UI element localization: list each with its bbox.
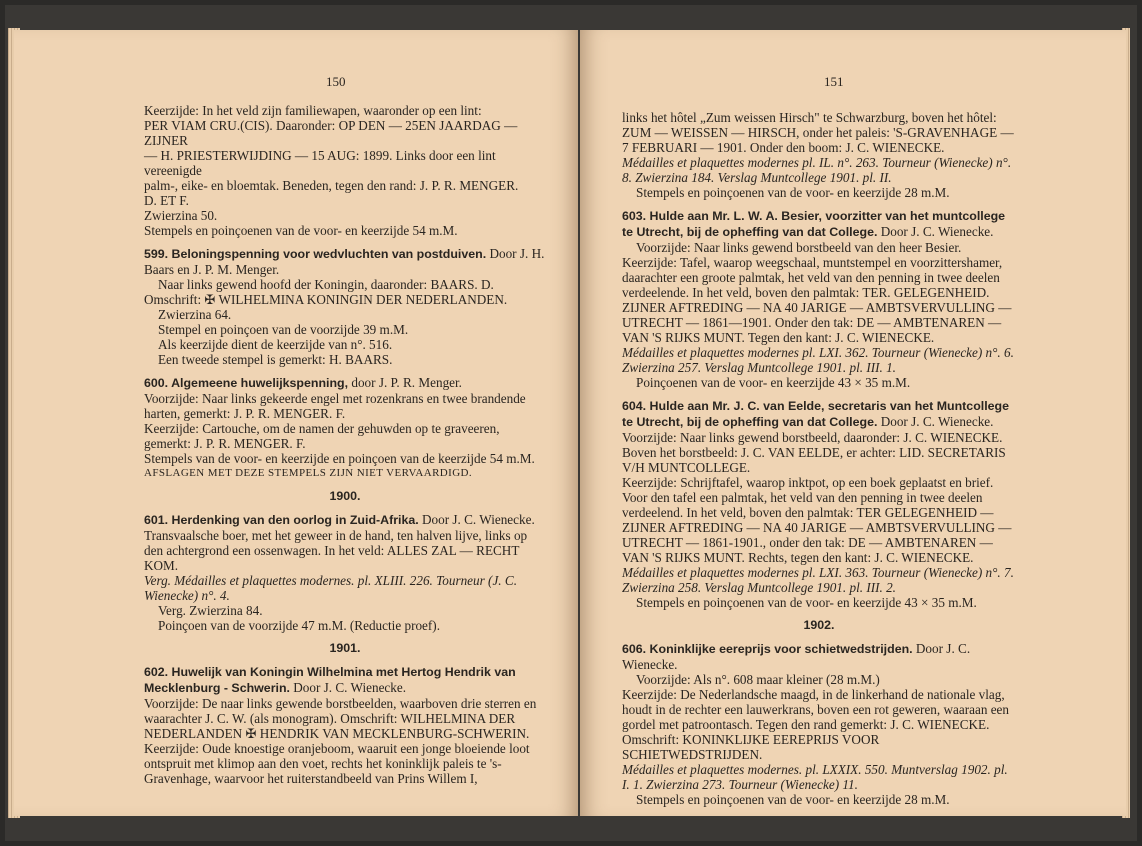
text-line: Als keerzijde dient de keerzijde van n°. 516. xyxy=(158,337,393,352)
text-line: Verg. Zwierzina 84. xyxy=(158,603,263,618)
text-line: Voorzijde: De naar links gewende borstbeelden, waarboven drie sterren en waarachter J. C. W. (als monogram). Omschrift: WILHELMINA DER NEDERLANDEN ✠ HENDRIK VAN MECKLENBURG-SCHWERIN. xyxy=(144,696,537,741)
entry-heading: 604. Hulde aan Mr. J. C. van Eelde, secretaris van het Muntcollege te Utrecht, bij de opheffing van dat College. xyxy=(622,399,1010,429)
text-line: Voorzijde: Naar links gekeerde engel met rozenkrans en twee brandende harten, gemerkt: J. P. R. MENGER. F. xyxy=(144,391,526,421)
text-line: PER VIAM CRU.(CIS). Daaronder: OP DEN — 25EN JAARDAG — ZIJNER xyxy=(144,118,518,148)
entry-599 xyxy=(144,246,546,277)
entry-heading: 606. Koninklijke eereprijs voor schietwedstrijden. xyxy=(622,642,913,656)
text-line: Médailles et plaquettes modernes pl. LXI. 362. Tourneur (Wienecke) n°. 6. Zwierzina 257. Verslag Muntcollege 1901. pl. III. 1. xyxy=(622,345,1014,375)
page-number: 150 xyxy=(326,74,346,89)
left-page-body xyxy=(144,103,546,786)
text-line: Stempel en poinçoen van de voorzijde 39 m.M. xyxy=(158,322,409,337)
text-line: — H. PRIESTERWIJDING — 15 AUG: 1899. Links door een lint vereenigde xyxy=(144,148,496,178)
entry-author: Door J. C. Wienecke. xyxy=(877,224,994,239)
text-line: links het hôtel „Zum weissen Hirsch" te Schwarzburg, boven het hôtel: ZUM — WEISSEN — HIRSCH, onder het paleis: 'S-GRAVENHAGE — 7 FEBRUARI — 1901. Onder den boom: J. C. WIENECKE. xyxy=(622,110,1014,155)
year-heading: 1901. xyxy=(329,641,361,655)
right-page-body xyxy=(622,110,1016,807)
text-line: Stempels en poinçoenen van de voor- en keerzijde 28 m.M. xyxy=(636,185,950,200)
entry-author: Door J. C. Wienecke. xyxy=(877,414,994,429)
entry-604 xyxy=(622,398,1016,430)
text-line: Keerzijde: In het veld zijn familiewapen, waaronder op een lint: xyxy=(144,103,482,118)
entry-heading: 600. Algemeene huwelijkspenning, xyxy=(144,376,349,390)
entry-601 xyxy=(144,512,546,528)
text-line: Omschrift: ✠ WILHELMINA KONINGIN DER NEDERLANDEN. xyxy=(144,292,508,307)
year-heading: 1900. xyxy=(329,489,361,503)
text-line: Médailles et plaquettes modernes pl. IL. n°. 263. Tourneur (Wienecke) n°. 8. Zwierzina 184. Verslag Muntcollege 1901. pl. II. xyxy=(622,155,1012,185)
entry-author: Door J. H. Baars en J. P. M. Menger. xyxy=(144,246,545,277)
text-line: Keerzijde: Oude knoestige oranjeboom, waaruit een jonge bloeiende loot ontspruit met klimop aan den voet, rechts het koninklijk paleis te 's-Gravenhage, waarvoor het ruiterstandbeeld van Prins Willem I, xyxy=(144,741,530,786)
entry-heading: 602. Huwelijk van Koningin Wilhelmina met Hertog Hendrik van Mecklenburg - Schwerin. xyxy=(144,665,516,695)
text-line: Poinçoenen van de voor- en keerzijde 43 × 35 m.M. xyxy=(636,375,911,390)
text-line: Médailles et plaquettes modernes. pl. LXXIX. 550. Muntverslag 1902. pl. I. 1. Zwierzina 273. Tourneur (Wienecke) 11. xyxy=(622,762,1008,792)
entry-602 xyxy=(144,664,546,696)
entry-author: door J. P. R. Menger. xyxy=(348,375,462,390)
text-line: Keerzijde: De Nederlandsche maagd, in de linkerhand de nationale vlag, houdt in de rechter een lauwerkrans, boven een rot geweren, waaraan een gordel met patroontasch. Tegen den rand gemerkt: J. C. WIENECKE. Omschrift: KONINKLIJKE EEREPRIJS VOOR SCHIETWEDSTRIJDEN. xyxy=(622,687,1010,762)
text-line: AFSLAGEN MET DEZE STEMPELS ZIJN NIET VERVAARDIGD. xyxy=(144,467,473,479)
entry-author: Door J. C. Wienecke. xyxy=(622,641,971,672)
entry-author: Door J. C. Wienecke. xyxy=(418,512,535,527)
left-page xyxy=(14,30,578,816)
text-line: Keerzijde: Cartouche, om de namen der gehuwden op te graveeren, gemerkt: J. P. R. MENGER. F. xyxy=(144,421,500,451)
entry-author: Door J. C. Wienecke. xyxy=(289,680,407,695)
text-line: Voorzijde: Als n°. 608 maar kleiner (28 m.M.) xyxy=(636,672,880,687)
text-line: Poinçoen van de voorzijde 47 m.M. (Reductie proef). xyxy=(158,618,440,633)
entry-603 xyxy=(622,208,1016,240)
text-line: Stempels van de voor- en keerzijde en poinçoen van de keerzijde 54 m.M. xyxy=(144,451,535,466)
text-line: Stempels en poinçoenen van de voor- en keerzijde 54 m.M. xyxy=(144,223,458,238)
text-line: palm-, eike- en bloemtak. Beneden, tegen den rand: J. P. R. MENGER. xyxy=(144,178,519,193)
text-line: Stempels en poinçoenen van de voor- en keerzijde 43 × 35 m.M. xyxy=(636,595,977,610)
entry-600 xyxy=(144,375,546,391)
text-line: Keerzijde: Schrijftafel, waarop inktpot, op een boek geplaatst en brief. Voor den tafel een palmtak, het veld van den penning in twee deelen verdeelend. In het veld, boven den palmtak: TER GELEGENHEID — ZIJNER AFTREDING — NA 40 JARIGE — AMBTSVERVULLING — UTRECHT — 1861-1901., onder den tak: DE — AMBTENAREN — VAN 'S RIJKS MUNT. Rechts, tegen den kant: J. C. WIENECKE. xyxy=(622,475,1012,565)
text-line: Transvaalsche boer, met het geweer in de hand, ten halven lijve, links op den achtergrond een ossenwagen. In het veld: ALLES ZAL — RECHT KOM. xyxy=(144,528,528,573)
text-line: Naar links gewend hoofd der Koningin, daaronder: BAARS. D. xyxy=(158,277,494,292)
text-line: Médailles et plaquettes modernes pl. LXI. 363. Tourneur (Wienecke) n°. 7. Zwierzina 258. Verslag Muntcollege 1901. pl. III. 2. xyxy=(622,565,1014,595)
right-page xyxy=(580,30,1126,816)
entry-606 xyxy=(622,641,1016,672)
text-line: Zwierzina 50. xyxy=(144,208,218,223)
text-line: Keerzijde: Tafel, waarop weegschaal, muntstempel en voorzittershamer, daarachter een groote palmtak, het veld van den penning in twee deelen verdeelende. In het veld, boven den palmtak: TER. GELEGENHEID. ZIJNER AFTREDING — NA 40 JARIGE — AMBTSVERVULLING — UTRECHT — 1861—1901. Onder den tak: DE — AMBTENAREN — VAN 'S RIJKS MUNT. Tegen den kant: J. C. WIENECKE. xyxy=(622,255,1012,345)
text-line: Stempels en poinçoenen van de voor- en keerzijde 28 m.M. xyxy=(636,792,950,807)
entry-heading: 599. Beloningspenning voor wedvluchten van postduiven. xyxy=(144,247,487,261)
text-line: Een tweede stempel is gemerkt: H. BAARS. xyxy=(158,352,393,367)
entry-heading: 603. Hulde aan Mr. L. W. A. Besier, voorzitter van het muntcollege te Utrecht, bij de opheffing van dat College. xyxy=(622,209,1006,239)
page-number: 151 xyxy=(824,74,844,89)
text-line: D. ET F. xyxy=(144,193,189,208)
entry-heading: 601. Herdenking van den oorlog in Zuid-Afrika. xyxy=(144,513,419,527)
text-line: Voorzijde: Naar links gewend borstbeeld, daaronder: J. C. WIENECKE. Boven het borstbeeld: J. C. VAN EELDE, er achter: LID. SECRETARIS V/H MUNTCOLLEGE. xyxy=(622,430,1006,475)
text-line: Voorzijde: Naar links gewend borstbeeld van den heer Besier. xyxy=(636,240,962,255)
year-heading: 1902. xyxy=(803,618,835,632)
text-line: Verg. Médailles et plaquettes modernes. pl. XLIII. 226. Tourneur (J. C. Wienecke) n°. 4. xyxy=(144,573,517,603)
text-line: Zwierzina 64. xyxy=(158,307,232,322)
